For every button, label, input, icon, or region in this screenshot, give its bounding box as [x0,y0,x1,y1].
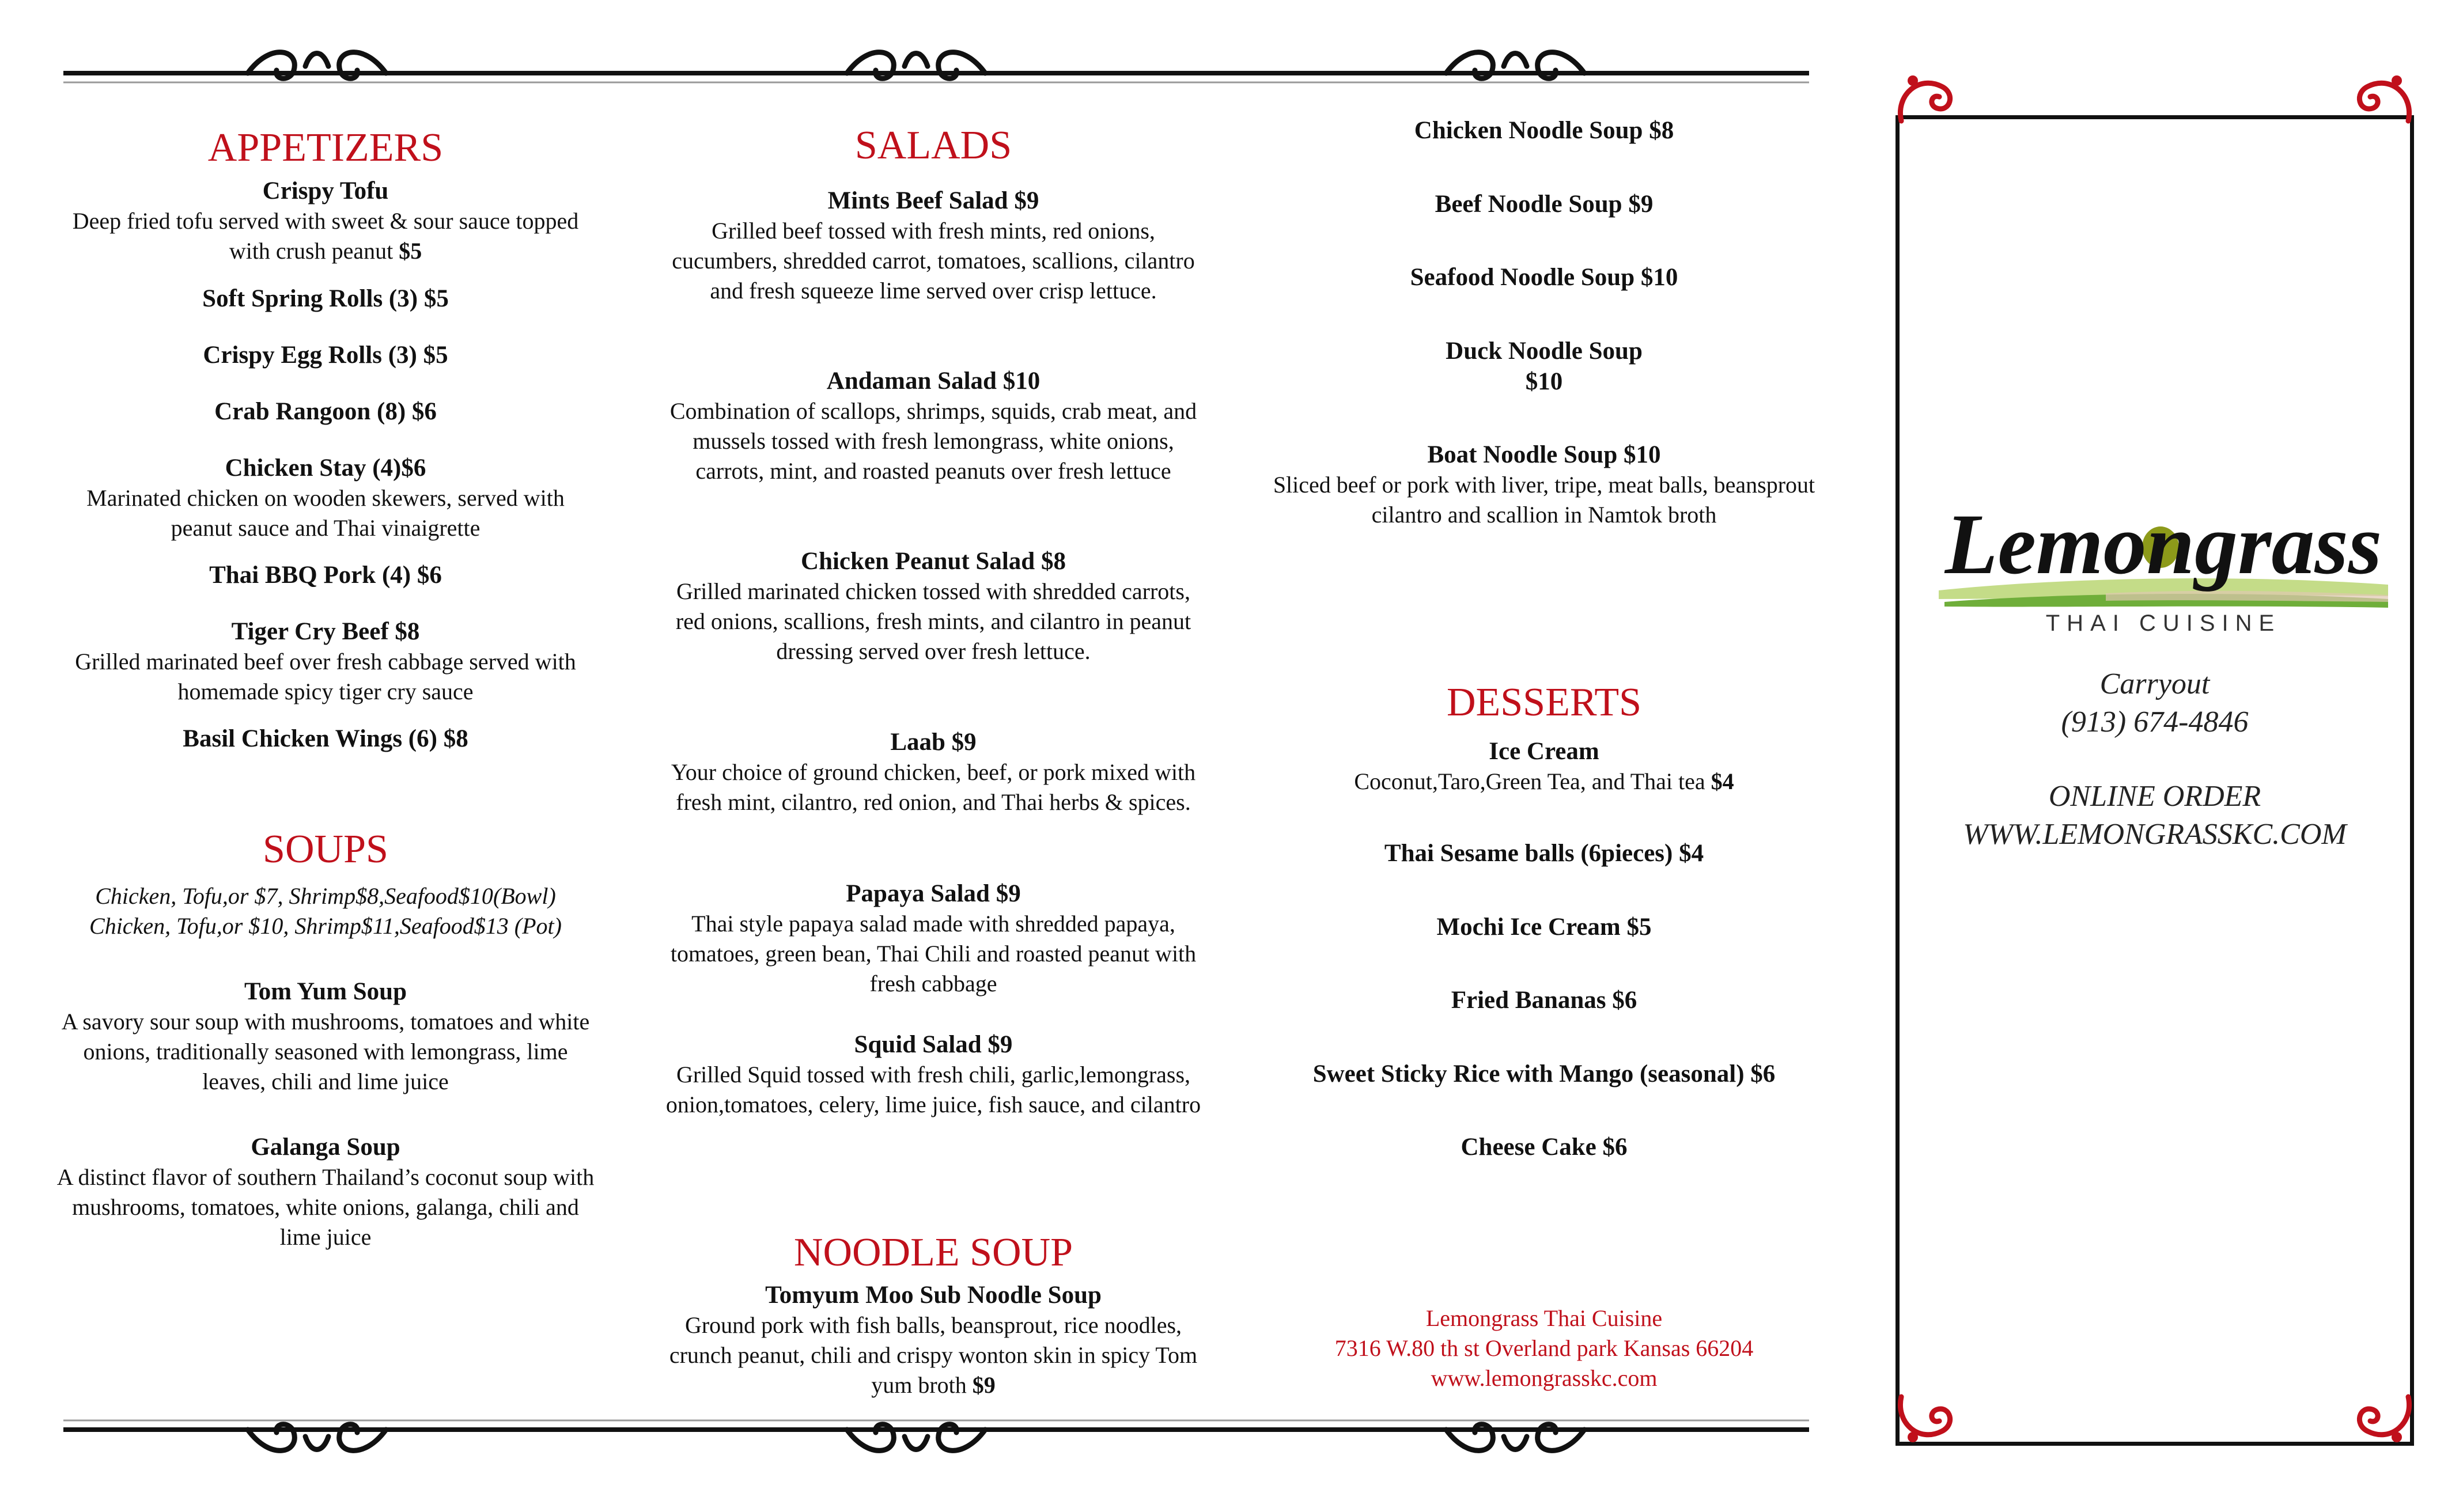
carryout-block [1896,665,2414,741]
item-name: Tom Yum Soup [244,978,407,1005]
item-description: A distinct flavor of southern Thailand’s coconut soup with mushrooms, tomatoes, white onions, galanga, chili and lime juice [56,1164,595,1250]
item-name: Andaman Salad $10 [826,367,1041,395]
restaurant-website-link[interactable]: www.lemongrasskc.com [1431,1365,1658,1391]
item-price: $4 [1711,768,1734,794]
noodle-soup-heading: NOODLE SOUP [793,1230,1073,1275]
item-name: Tomyum Moo Sub Noodle Soup [765,1282,1102,1309]
desserts-heading: DESSERTS [1446,680,1642,725]
menu-item [55,340,596,370]
item-name: Squid Salad $9 [854,1031,1013,1058]
menu-item [55,176,596,266]
item-name: Papaya Salad $9 [846,880,1021,907]
online-order-block [1896,778,2414,854]
restaurant-name: Lemongrass Thai Cuisine [1425,1305,1663,1331]
item-name: Laab $9 [890,729,977,756]
menu-item [1268,736,1821,797]
item-name: Soft Spring Rolls (3) $5 [202,285,449,312]
item-description: Your choice of ground chicken, beef, or pork mixed with fresh mint, cilantro, red onion, and Thai herbs & spices. [671,759,1196,815]
item-name: Thai Sesame balls (6pieces) $4 [1384,840,1704,867]
restaurant-address-block [1268,1303,1821,1393]
salads-heading: SALADS [854,123,1012,168]
logo-subtitle: THAI CUISINE [2045,611,2282,636]
item-name: Beef Noodle Soup $9 [1435,191,1654,218]
item-description: Grilled marinated beef over fresh cabbage served with homemade spicy tiger cry sauce [75,649,576,704]
item-name: Duck Noodle Soup [1446,338,1643,365]
menu-item [663,546,1204,666]
item-name: Chicken Stay (4)$6 [225,454,426,482]
item-name: Ice Cream [1489,738,1599,765]
item-name: Crispy Tofu [262,177,389,204]
bottom-scroll-divider [63,1405,1809,1460]
item-name: Chicken Noodle Soup $8 [1414,117,1674,144]
menu-item [55,976,596,1097]
soup-price-bowl: Chicken, Tofu,or $7, Shrimp$8,Seafood$10(Bowl) [95,883,556,909]
corner-flourish-icon [2339,1388,2420,1452]
item-description: Grilled beef tossed with fresh mints, red onions, cucumbers, shredded carrot, tomatoes, scallions, cilantro and fresh squeeze lime served over crisp lettuce. [672,218,1195,304]
item-description: Ground pork with fish balls, beansprout, rice noodles, crunch peanut, chili and crispy wonton skin in spicy Tom yum broth $9 [669,1312,1198,1398]
online-order-label: ONLINE ORDER [2048,780,2261,813]
item-price: $5 [399,238,422,264]
menu-item [1268,1059,1821,1089]
soups-heading: SOUPS [263,827,388,871]
item-description: Sliced beef or pork with liver, tripe, meat balls, beansprout cilantro and scallion in Namtok broth [1273,472,1815,528]
menu-item [1268,439,1821,530]
menu-item [55,560,596,590]
item-name: Crispy Egg Rolls (3) $5 [203,342,448,369]
item-name: Fried Bananas $6 [1451,987,1637,1014]
menu-item [663,1280,1204,1400]
appetizers-heading: APPETIZERS [207,126,444,170]
menu-item [663,185,1204,306]
menu-item [1268,985,1821,1015]
menu-item [55,283,596,314]
item-name: Thai BBQ Pork (4) $6 [209,562,442,589]
menu-item [55,723,596,754]
carryout-label: Carryout [2099,668,2210,700]
menu-item [663,727,1204,817]
menu-item [1268,189,1821,219]
menu-item [1268,838,1821,869]
corner-flourish-icon [2339,66,2420,130]
item-name: Tiger Cry Beef $8 [231,618,420,645]
item-name: Crab Rangoon (8) $6 [214,398,437,425]
top-scroll-divider [63,43,1809,98]
menu-item [55,396,596,427]
item-name: Cheese Cake $6 [1461,1134,1628,1161]
item-name: Mints Beef Salad $9 [827,187,1039,214]
item-name: Boat Noodle Soup $10 [1427,441,1661,468]
menu-item [1268,336,1821,397]
item-price: $9 [972,1372,996,1398]
item-price: $10 [1525,368,1563,395]
item-name: Chicken Peanut Salad $8 [801,548,1066,575]
menu-item [1268,1132,1821,1162]
item-name: Sweet Sticky Rice with Mango (seasonal) $6 [1312,1060,1776,1087]
item-description: Grilled marinated chicken tossed with shredded carrots, red onions, scallions, fresh mints, and cilantro in peanut dressing served over fresh lettuce. [675,578,1191,664]
menu-item [663,366,1204,486]
menu-item [663,878,1204,999]
restaurant-street: 7316 W.80 th st Overland park Kansas 66204 [1334,1335,1754,1361]
menu-item [1268,912,1821,942]
phone-number[interactable]: (913) 674-4846 [2061,706,2249,738]
item-description: Marinated chicken on wooden skewers, served with peanut sauce and Thai vinaigrette [86,485,565,541]
item-name: Mochi Ice Cream $5 [1436,914,1652,941]
item-description: Thai style papaya salad made with shredded papaya, tomatoes, green bean, Thai Chili and roasted peanut with fresh cabbage [670,911,1197,996]
item-name: Galanga Soup [251,1134,400,1161]
corner-flourish-icon [1890,66,1970,130]
corner-flourish-icon [1890,1388,1970,1452]
website-link[interactable]: WWW.LEMONGRASSKC.COM [1963,818,2347,851]
item-description: Coconut,Taro,Green Tea, and Thai tea $4 [1354,768,1734,794]
item-description: Grilled Squid tossed with fresh chili, garlic,lemongrass, onion,tomatoes, celery, lime juice, fish sauce, and cilantro [665,1062,1201,1117]
item-description: A savory sour soup with mushrooms, tomatoes and white onions, traditionally seasoned with lemongrass, lime leaves, chili and lime juice [61,1009,590,1094]
logo-wordmark: Lemongrass [1944,497,2382,592]
menu-item [55,616,596,707]
soup-price-pot: Chicken, Tofu,or $10, Shrimp$11,Seafood$13 (Pot) [89,913,562,939]
soup-price-list [55,881,596,941]
menu-item [1268,262,1821,293]
item-description: Deep fried tofu served with sweet & sour sauce topped with crush peanut $5 [72,208,579,264]
item-name: Basil Chicken Wings (6) $8 [183,725,468,752]
menu-item [1268,115,1821,146]
item-description: Combination of scallops, shrimps, squids, crab meat, and mussels tossed with fresh lemongrass, white onions, carrots, mint, and roasted peanuts over fresh lettuce [669,398,1197,484]
menu-item [55,1132,596,1252]
menu-item [55,453,596,543]
menu-item [663,1029,1204,1120]
item-name: Seafood Noodle Soup $10 [1410,264,1678,291]
